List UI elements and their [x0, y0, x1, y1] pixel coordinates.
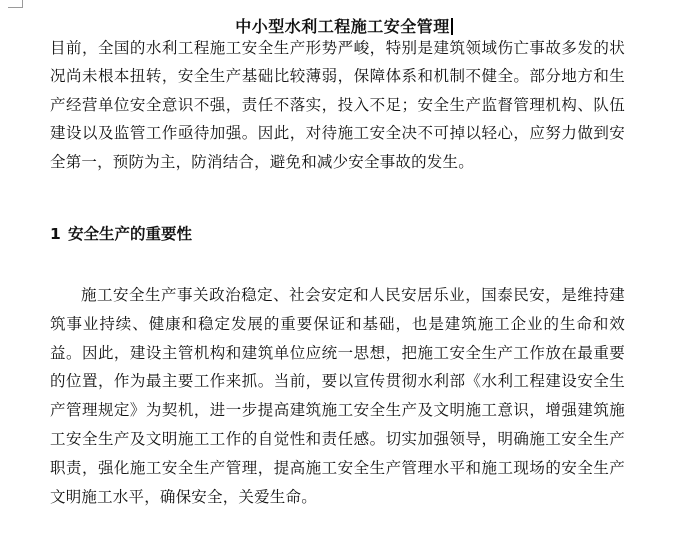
section-heading[interactable] — [50, 222, 192, 246]
page-corner-mark — [8, 0, 23, 8]
document-title[interactable]: 中小型水利工程施工安全管理 — [235, 16, 450, 36]
section-body-paragraph[interactable]: 施工安全生产事关政治稳定、社会安定和人民安居乐业，国泰民安，是维持建筑事业持续、健康和稳定发展的重要保证和基础，也是建筑施工企业的生命和效益。因此，建设主管机构和建筑单位应统一思想，把施工安全生产工作放在最重要的位置，作为最主要工作来抓。当前，要以宣传贯彻水利部《水利工程建设安全生产管理规定》为契机，进一步提高建筑施工安全生产及文明施工意识，增强建筑施工安全生产及文明施工工作的自觉性和责任感。切实加强领导，明确施工安全生产职责，强化施工安全生产管理，提高施工安全生产管理水平和施工现场的安全生产文明施工水平，确保安全，关爱生命。 — [50, 286, 625, 506]
section-title: 安全生产的重要性 — [68, 225, 193, 243]
section-number: 1 — [50, 225, 61, 243]
intro-paragraph[interactable]: 目前，全国的水利工程施工安全生产形势严峻，特别是建筑领域伤亡事故多发的状况尚未根本扭转，安全生产基础比较薄弱，保障体系和机制不健全。部分地方和生产经营单位安全意识不强，责任不落实，投入不足；安全生产监督管理机构、队伍建设以及监管工作亟待加强。因此，对待施工安全决不可掉以轻心，应努力做到安全第一，预防为主，防消结合，避免和减少安全事故的发生。 — [50, 39, 625, 171]
text-cursor — [451, 18, 453, 35]
